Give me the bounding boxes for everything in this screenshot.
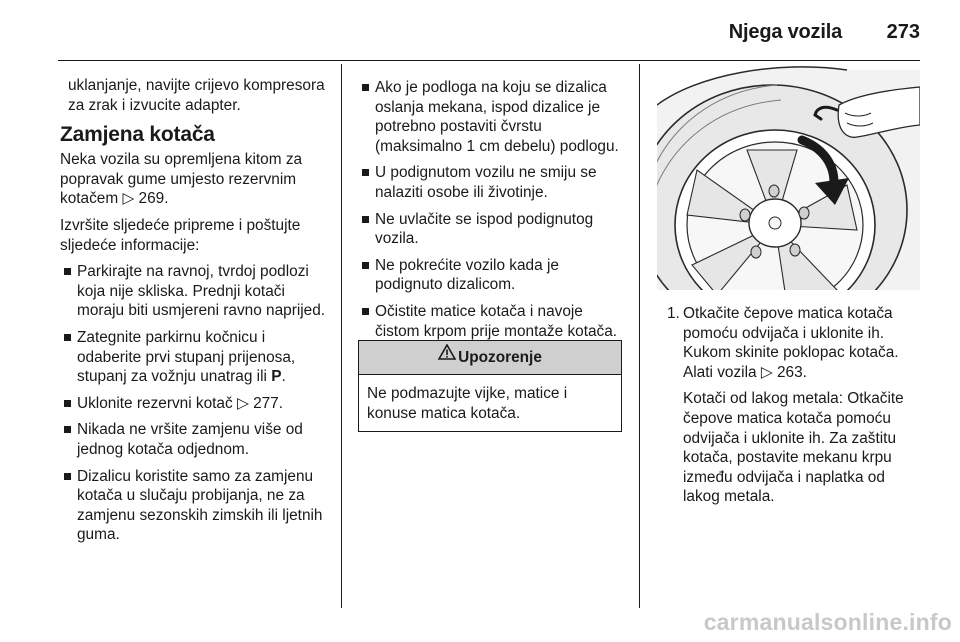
wheel-cover-illustration (657, 65, 920, 290)
page-number: 273 (886, 21, 920, 43)
list-item: Dizalicu koristite samo za zamjenu kotača u slučaju probijanja, ne za zamjenu sezonskih zimskih ili ljetnih guma. (60, 467, 332, 545)
step-text: Otkačite čepove matica kotača pomoću odvijača i uklonite ih. Kukom skinite poklopac kotača. Alati vozila ▷ 263. (683, 305, 899, 381)
gear-p-label: P (271, 368, 282, 386)
header-rule (58, 60, 920, 61)
warning-body: Ne podmazujte vijke, matice i konuse matica kotača. (367, 385, 568, 422)
step-text-alloy: Kotači od lakog metala: Otkačite čepove matica kotača pomoću odvijača i uklonite ih. Za zaštitu kotača, postavite mekanu krpu između odvijača i naplatka od lakog metala. (683, 390, 904, 506)
bullet-square-icon (64, 268, 71, 275)
steps-list (657, 304, 925, 507)
column-divider-2 (639, 64, 640, 608)
bullet-square-icon (362, 262, 369, 269)
list-item (657, 304, 925, 507)
list-item: Očistite matice kotača i navoje čistom krpom prije montaže kotača. (358, 302, 622, 341)
list-item: Parkirajte na ravnoj, tvrdoj podlozi koja nije skliska. Prednji kotači moraju biti usmjereni ravno naprijed. (60, 262, 332, 321)
bullet-square-icon (362, 84, 369, 91)
warning-triangle-icon (438, 339, 456, 373)
page-header (0, 0, 960, 58)
column-left (60, 76, 332, 552)
section-title: Njega vozila (728, 21, 842, 43)
safety-list (358, 78, 622, 341)
list-item: Ako je podloga na koju se dizalica oslanja mekana, ispod dizalice je potrebno postaviti čvrstu (maksimalno 1 cm debelu) podlogu. (358, 78, 622, 156)
bullet-square-icon (64, 400, 71, 407)
warning-title: Upozorenje (458, 349, 542, 366)
column-divider-1 (341, 64, 342, 608)
list-item: Ne pokrećite vozilo kada je podignuto dizalicom. (358, 256, 622, 295)
intro-paragraph-1: Neka vozila su opremljena kitom za popravak gume umjesto rezervnim kotačem ▷ 269. (60, 151, 303, 208)
bullet-square-icon (362, 169, 369, 176)
bullet-square-icon (64, 473, 71, 480)
watermark: carmanualsonline.info (703, 609, 952, 635)
continuation-text: uklanjanje, navijte crijevo kompresora za zrak i izvucite adapter. (68, 77, 325, 114)
bullet-square-icon (64, 426, 71, 433)
intro-paragraph-2: Izvršite sljedeće pripreme i poštujte sljedeće informacije: (60, 216, 301, 254)
list-item: Uklonite rezervni kotač ▷ 277. (60, 394, 332, 414)
list-item: Ne uvlačite se ispod podignutog vozila. (358, 210, 622, 249)
column-right (657, 304, 925, 514)
section-heading: Zamjena kotača (60, 123, 215, 147)
list-item: U podignutom vozilu ne smiju se nalaziti osobe ili životinje. (358, 163, 622, 202)
bullet-square-icon (362, 216, 369, 223)
bullet-square-icon (362, 308, 369, 315)
list-item: Zategnite parkirnu kočnicu i odaberite prvi stupanj prijenosa, stupanj za vožnju unatrag ili P. (60, 328, 332, 387)
list-item: Nikada ne vršite zamjenu više od jednog kotača odjednom. (60, 420, 332, 459)
warning-header (359, 341, 621, 375)
bullet-square-icon (64, 334, 71, 341)
step-number: 1. (667, 305, 680, 322)
column-middle (358, 78, 622, 348)
preparation-list (60, 262, 332, 545)
warning-box (358, 340, 622, 432)
